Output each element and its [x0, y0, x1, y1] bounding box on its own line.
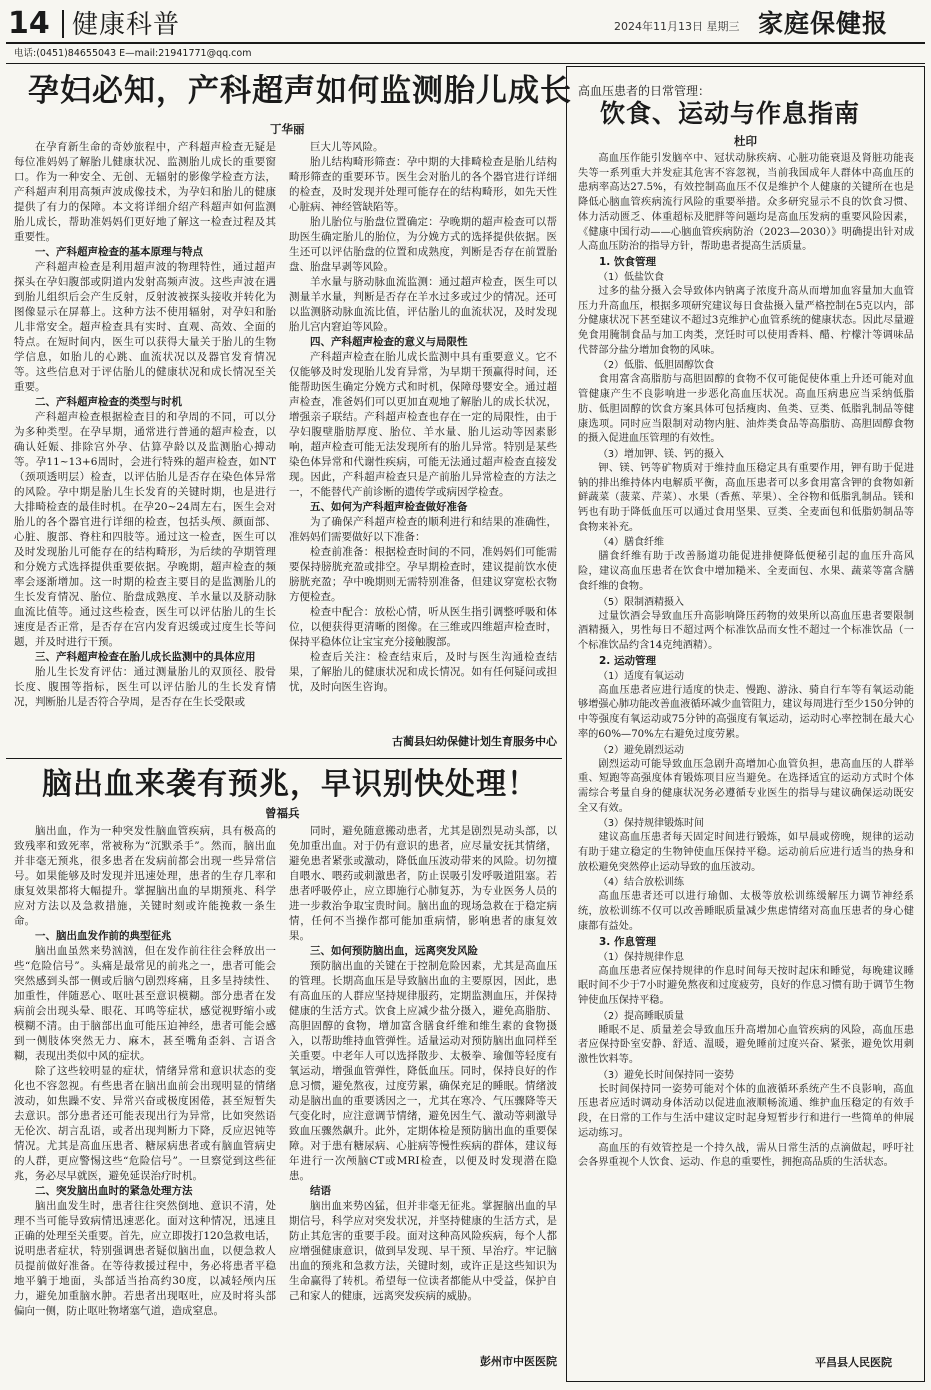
subheading: （2）提高睡眠质量 — [598, 1010, 685, 1022]
article-1-title: 孕妇必知，产科超声如何监测胎儿成长 — [28, 73, 572, 109]
paragraph: 产科超声检查是利用超声波的物理特性，通过超声探头在孕妇腹部或阴道内发射高频声波。这些声波在遇到胎儿组织后会产生反射，反射波被探头接收并转化为图像显示在屏幕上。这种方法不使用辐射，对孕妇和胎儿非常安全。超声检查具有实时、直观、高效、全面的特点。在短时间内，医生可以获得大量关于胎儿的生物学信息，如胎儿的心跳、血流状况以及器官发育情况等。这些信息对于评估胎儿的健康状况和成长情况至关重要。 — [14, 261, 276, 393]
subheading: （4）膳食纤维 — [598, 537, 665, 549]
subheading: 一、产科超声检查的基本原理与特点 — [35, 246, 203, 258]
paragraph: 脑出血虽然来势汹汹，但在发作前往往会释放出一些“危险信号”。头痛是最常见的前兆之一，患者可能会突然感到头部一侧或后脑勺剧烈疼痛，且多呈持续性、加重性，伴随恶心、呕吐甚至意识模糊。部分患者在发病前会出现头晕、眼花、耳鸣等症状，感觉视野缩小或模糊不清。由于脑部出血可能压迫神经，患者可能会感到一侧肢体突然无力、麻木，甚至嘴角歪斜、言语含糊，表现出类似中风的症状。 — [14, 945, 276, 1062]
subheading: 2. 运动管理 — [599, 654, 656, 667]
paragraph: 长时间保持同一姿势可能对个体的血液循环系统产生不良影响，高血压患者应适时调动身体活动以促进血液顺畅流通、维护血压稳定的有效手段，在日常的工作与生活中建议定时起身短暂步行和进行一些简单的伸展运动练习。 — [578, 1083, 914, 1139]
paragraph: 剧烈运动可能导致血压急剧升高增加心血管负担，患高血压的人群举重、短跑等高强度体育锻炼项目应当避免。在选择适宜的运动方式时个体需综合考量自身的健康状况务必遵循专业医生的指导与建议确保运动既安全又有效。 — [578, 758, 914, 814]
paragraph: 高血压患者还可以进行瑜伽、太极等放松训练缓解压力调节神经系统，放松训练不仅可以改善睡眠质量减少焦虑情绪对高血压患者的身心健康都有益处。 — [578, 891, 914, 932]
article-3-author: 杜印 — [734, 134, 757, 148]
paragraph: 胎儿结构畸形筛查：孕中期的大排畸检查是胎儿结构畸形筛查的重要环节。医生会对胎儿的各个器官进行详细的检查，及时发现并处理可能存在的结构畸形，如先天性心脏病、神经管缺陷等。 — [289, 156, 557, 213]
subheading: （3）保持规律锻炼时间 — [598, 818, 705, 830]
subheading: （1）适度有氧运动 — [598, 670, 685, 682]
article-3-kicker: 高血压患者的日常管理： — [578, 84, 711, 98]
subheading: （2）避免剧烈运动 — [598, 744, 685, 756]
subheading: 四、产科超声检查的意义与局限性 — [310, 336, 468, 348]
paragraph: 检查后关注：检查结束后，及时与医生沟通检查结果，了解胎儿的健康状况和成长情况。如有任何疑问或担忧，及时向医生咨询。 — [289, 651, 557, 693]
paragraph: 在孕育新生命的奇妙旅程中，产科超声检查无疑是每位准妈妈了解胎儿健康状况、监测胎儿成长的重要窗口。作为一种安全、无创、无辐射的影像学检查方法，产科超声利用高频声波成像技术，为孕妇和胎儿的健康提供了有力的保障。本文将详细介绍产科超声如何监测胎儿成长，帮助准妈妈们更好地了解这一检查过程及其重要性。 — [14, 141, 276, 243]
issue-date: 2024年11月13日 星期三 — [614, 20, 740, 33]
article-3-source: 平昌县人民医院 — [815, 1356, 892, 1369]
paragraph: 脑出血来势凶猛，但并非毫无征兆。掌握脑出血的早期信号，科学应对突发状况，并坚持健康的生活方式，是防止其危害的重要手段。面对这种高风险疾病，每个人都应增强健康意识，做到早发现、早干预、早治疗。牢记脑出血的预兆和急救方法，关键时刻，或许正是这些知识为生命赢得了转机。希望每一位读者都能从中受益，保护自己和家人的健康，远离突发疾病的威胁。 — [289, 1200, 557, 1302]
article-divider — [6, 758, 562, 759]
contact-rule — [6, 63, 925, 64]
paragraph: 高血压作能引发脑卒中、冠状动脉疾病、心脏功能衰退及肾脏功能丧失等一系列重大并发症其危害不容忽视，当前我国成年人群体中高血压的患病率高达27.5%，有效控制高血压不仅是维护个人健康的关键所在也是降低心脑血管疾病流行风险的重要举措。众多研究显示不良的饮食习惯、体力活动匮乏、体重超标及肥胖等问题均是高血压发病的重要风险因素，《健康中国行动——心脑血管疾病防治（2023—2030）》明确提出针对成人高血压防治的指导方针，帮助患者提高生活质量。 — [578, 153, 914, 253]
subheading: 结语 — [310, 1185, 331, 1197]
subheading: 1. 饮食管理 — [599, 255, 656, 268]
subheading: （2）低脂、低胆固醇饮食 — [598, 360, 715, 372]
paragraph: 高血压患者应进行适度的快走、慢跑、游泳、骑自行车等有氧运动能够增强心肺功能改善血液循环减少血管阻力，建议每周进行至少150分钟的中等强度有氧运动或75分钟的高强度有氧运动，运动时心率控制在最大心率的60%—70%左右避免过度劳累。 — [578, 684, 914, 740]
page-number: 14 — [8, 6, 50, 41]
header-rule — [6, 42, 925, 44]
article-1-column-1 — [14, 140, 276, 758]
article-3-body — [578, 152, 914, 1348]
subheading: （1）低盐饮食 — [598, 271, 665, 283]
paragraph: 检查中配合：放松心情，听从医生指引调整呼吸和体位，以便获得更清晰的图像。在三维或四维超声检查时，保持平稳体位让宝宝充分接触腹部。 — [289, 606, 557, 648]
paragraph: 产科超声检查在胎儿成长监测中具有重要意义。它不仅能够及时发现胎儿发育异常，为早期干预赢得时间，还能帮助医生确定分娩方式和时机，保障母婴安全。通过超声检查，准爸妈们可以更加直观地了解胎儿的成长状况，增强亲子联结。产科超声检查也存在一定的局限性，由于孕妇腹壁脂肪厚度、胎位、羊水量、胎儿运动等因素影响，超声检查可能无法发现所有的胎儿异常。特别是某些染色体异常和代谢性疾病，可能无法通过超声检查直接发现。因此，产科超声检查只是产前胎儿异常检查的方法之一，不能替代产前诊断的遗传学或病因学检查。 — [289, 351, 557, 498]
subheading: 三、产科超声检查在胎儿成长监测中的具体应用 — [35, 651, 256, 663]
paragraph: 食用富含高脂肪与高胆固醇的食物不仅可能促使体重上升还可能对血管健康产生不良影响进一步恶化高血压状况。高血压病患应当采纳低脂肪、低胆固醇的饮食方案具体可包括瘦肉、鱼类、豆类、低脂乳制品等健康选项。同时应当限制对动物内脏、油炸类食品等高脂肪、高胆固醇食物的摄入促进血压管理的有效性。 — [578, 374, 914, 445]
article-1-author: 丁华丽 — [270, 122, 305, 136]
paragraph: 为了确保产科超声检查的顺利进行和结果的准确性，准妈妈们需要做好以下准备： — [289, 516, 557, 543]
paragraph: 胎儿生长发育评估：通过测量胎儿的双顶径、股骨长度、腹围等指标，医生可以评估胎儿的生长发育情况，判断胎儿是否符合孕周，是否存在生长受限或 — [14, 666, 276, 708]
paragraph: 过多的盐分摄入会导致体内钠离子浓度升高从而增加血容量加大血管压力升高血压，根据多项研究建议每日食盐摄入量严格控制在5克以内，部分健康状况下甚至建议不超过3克维护心血管系统的健康状态。因此尽量避免食用腌制食品与加工肉类，烹饪时可以使用香料、醋、柠檬汁等调味品代替部分盐分增加食物的风味。 — [578, 285, 914, 356]
article-2-author: 曾福兵 — [265, 806, 300, 820]
article-1-column-2 — [289, 140, 557, 715]
paragraph: 巨大儿等风险。 — [310, 141, 384, 153]
paragraph: 建议高血压患者每天固定时间进行锻炼，如早晨或傍晚，规律的运动有助于建立稳定的生物钟使血压保持平稳。运动前后应进行适当的热身和放松避免突然停止运动导致的血压波动。 — [578, 832, 914, 873]
paragraph: 检查前准备：根据检查时间的不同，准妈妈们可能需要保持膀胱充盈或排空。孕早期检查时，建议提前饮水使膀胱充盈；孕中晚期则无需特别准备，但建议穿宽松衣物方便检查。 — [289, 546, 557, 603]
paragraph: 同时，避免随意搬动患者，尤其是剧烈晃动头部，以免加重出血。对于仍有意识的患者，应尽量安抚其情绪，避免患者紧张或激动，降低血压波动带来的风险。切勿擅自喂水、喂药或刺激患者，防止误吸引发呼吸道阻塞。若患者呼吸停止，应立即施行心肺复苏，为专业医务人员的进一步救治争取宝贵时间。脑出血的现场急救在于稳定病情，任何不当操作都可能加重病情，影响患者的康复效果。 — [289, 825, 557, 942]
paragraph: 钾、镁、钙等矿物质对于维持血压稳定具有重要作用，钾有助于促进钠的排出维持体内电解质平衡，高血压患者可以多食用富含钾的食物如新鲜蔬菜（菠菜、芹菜）、水果（香蕉、苹果）、全谷物和低脂乳制品。镁和钙也有助于降低血压可以通过食用坚果、豆类、全麦面包和低脂奶制品等食物来补充。 — [578, 462, 914, 533]
contact-info: 电话:(0451)84655043 E—mail:21941771@qq.com — [14, 48, 252, 59]
paragraph: 高血压的有效管控是一个持久战，需从日常生活的点滴做起，呼吁社会各界重视个人饮食、运动、作息的重要性，拥抱高品质的生活状态。 — [578, 1142, 914, 1169]
paragraph: 胎儿胎位与胎盘位置确定：孕晚期的超声检查可以帮助医生确定胎儿的胎位，为分娩方式的选择提供依据。医生还可以评估胎盘的位置和成熟度，判断是否存在前置胎盘、胎盘早剥等风险。 — [289, 216, 557, 273]
subheading: （1）保持规律作息 — [598, 951, 685, 963]
section-title: 健康科普 — [72, 10, 181, 40]
subheading: 二、突发脑出血时的紧急处理方法 — [35, 1185, 193, 1197]
article-2-source: 彭州市中医医院 — [480, 1355, 557, 1368]
subheading: 二、产科超声检查的类型与时机 — [35, 396, 182, 408]
article-3-title: 饮食、运动与作息指南 — [600, 99, 861, 128]
subheading: （3）增加钾、镁、钙的摄入 — [598, 448, 725, 460]
paragraph: 高血压患者应保持规律的作息时间每天按时起床和睡觉，每晚建议睡眠时间不少于7小时避免熬夜和过度疲劳，良好的作息习惯有助于调节生物钟使血压保持平稳。 — [578, 965, 914, 1006]
article-2-column-2 — [289, 824, 557, 1349]
subheading: （4）结合放松训练 — [598, 877, 685, 889]
article-2-title: 脑出血来袭有预兆，早识别快处理！ — [42, 767, 538, 802]
paragraph: 预防脑出血的关键在于控制危险因素，尤其是高血压的管理。长期高血压是导致脑出血的主要原因，因此，患有高血压的人群应坚持规律服药，定期监测血压，并保持健康的生活方式。饮食上应减少盐分摄入，避免高脂肪、高胆固醇的食物，增加富含膳食纤维和维生素的食物摄入，以帮助维持血管弹性。适量运动对预防脑出血同样至关重要。中老年人可以选择散步、太极拳、瑜伽等轻度有氧运动，增强血管弹性，降低血压。同时，保持良好的作息习惯，避免熬夜，过度劳累，确保充足的睡眠。情绪波动是脑出血的重要诱因之一，尤其在寒冷、气压骤降等天气变化时，应注意调节情绪，避免因生气、激动等刺激导致血压骤然飙升。此外，定期体检是预防脑出血的重要保障。对于患有糖尿病、心脏病等慢性疾病的群体，建议每年进行一次颅脑CT或MRI检查，以便及时发现潜在隐患。 — [289, 960, 557, 1182]
newspaper-name: 家庭保健报 — [758, 9, 889, 38]
subheading: （5）限制酒精摄入 — [598, 596, 685, 608]
subheading: （3）避免长时间保持同一姿势 — [598, 1069, 735, 1081]
paragraph: 除了这些较明显的症状，情绪异常和意识状态的变化也不容忽视。有些患者在脑出血前会出现明显的情绪波动，如焦躁不安、异常兴奋或极度困倦，甚至短暂失去意识。部分患者还可能表现出行为异常，比如突然语无伦次、胡言乱语，或者出现判断力下降，反应迟钝等情况。尤其是高血压患者、糖尿病患者或有脑血管病史的人群，更应警惕这些“危险信号”。一旦察觉到这些征兆，务必尽早就医，避免延误治疗时机。 — [14, 1065, 276, 1182]
subheading: 3. 作息管理 — [599, 935, 656, 948]
paragraph: 羊水量与脐动脉血流监测：通过超声检查，医生可以测量羊水量，判断是否存在羊水过多或过少的情况。还可以监测脐动脉血流比值，评估胎儿的血流状况，及时发现胎儿宫内窘迫等风险。 — [289, 276, 557, 333]
paragraph: 睡眠不足、质量差会导致血压升高增加心血管疾病的风险，高血压患者应保持卧室安静、舒适、温暖，避免睡前过度兴奋、紧张，避免饮用刺激性饮料等。 — [578, 1024, 914, 1066]
header-divider — [62, 10, 64, 38]
paragraph: 膳食纤维有助于改善肠道功能促进排便降低便秘引起的血压升高风险，建议高血压患者在饮食中增加糙米、全麦面包、水果、蔬菜等富含膳食纤维的食物。 — [578, 551, 914, 592]
paragraph: 产科超声检查根据检查目的和孕周的不同，可以分为多种类型。在孕早期，通常进行普通的超声检查，以确认妊娠、排除宫外孕、估算孕龄以及监测胎心搏动等。孕11~13+6周时，会进行特殊的超声检查，如NT（颈项透明层）检查，以评估胎儿是否存在染色体异常的风险。孕中期是胎儿生长发育的关键时期，也是进行大排畸检查的最佳时机。在孕20~24周左右，医生会对胎儿的各个器官进行详细的检查，包括头颅、颜面部、心脏、腹部、脊柱和四肢等。通过这一检查，医生可以及时发现胎儿可能存在的结构畸形，为后续的孕期管理和分娩方式选择提供重要依据。孕晚期，超声检查的频率会逐渐增加。这一时期的检查主要目的是监测胎儿的生长发育情况、胎位、胎盘成熟度、羊水量以及脐动脉血流比值等。通过这些检查，医生可以评估胎儿的生长速度是否正常，是否存在宫内发育迟缓或过度生长等问题，并及时进行干预。 — [14, 411, 276, 648]
subheading: 三、如何预防脑出血，远离突发风险 — [310, 945, 478, 957]
paragraph: 脑出血，作为一种突发性脑血管疾病，具有极高的致残率和致死率，常被称为“沉默杀手”。然而，脑出血并非毫无预兆，很多患者在发病前都会出现一些异常信号。如果能够及时发现并迅速处理，患者的生存几率和康复效果都将大幅提升。掌握脑出血的早期预兆、科学应对方法以及急救措施，关键时刻或许能挽救一条生命。 — [14, 825, 276, 927]
article-2-column-1 — [14, 824, 276, 1369]
subheading: 一、脑出血发作前的典型征兆 — [35, 930, 172, 942]
paragraph: 过量饮酒会导致血压升高影响降压药物的效果所以高血压患者要限制酒精摄入，男性每日不超过两个标准饮品而女性不超过一个标准饮品（一个标准饮品约含14克纯酒精）。 — [578, 610, 914, 651]
article-1-source: 古蔺县妇幼保健计划生育服务中心 — [392, 735, 557, 748]
subheading: 五、如何为产科超声检查做好准备 — [310, 501, 468, 513]
paragraph: 脑出血发生时，患者往往突然倒地、意识不清，处理不当可能导致病情迅速恶化。面对这种情况，迅速且正确的处理至关重要。首先，应立即拨打120急救电话，说明患者症状，特别强调患者疑似脑出血，以便急救人员提前做好准备。在等待救援过程中，务必将患者平稳地平躺于地面，头部适当抬高约30度，以减轻颅内压力，避免加重脑水肿。若患者出现呕吐，应及时将头部偏向一侧，防止呕吐物堵塞气道，造成窒息。 — [14, 1200, 276, 1317]
